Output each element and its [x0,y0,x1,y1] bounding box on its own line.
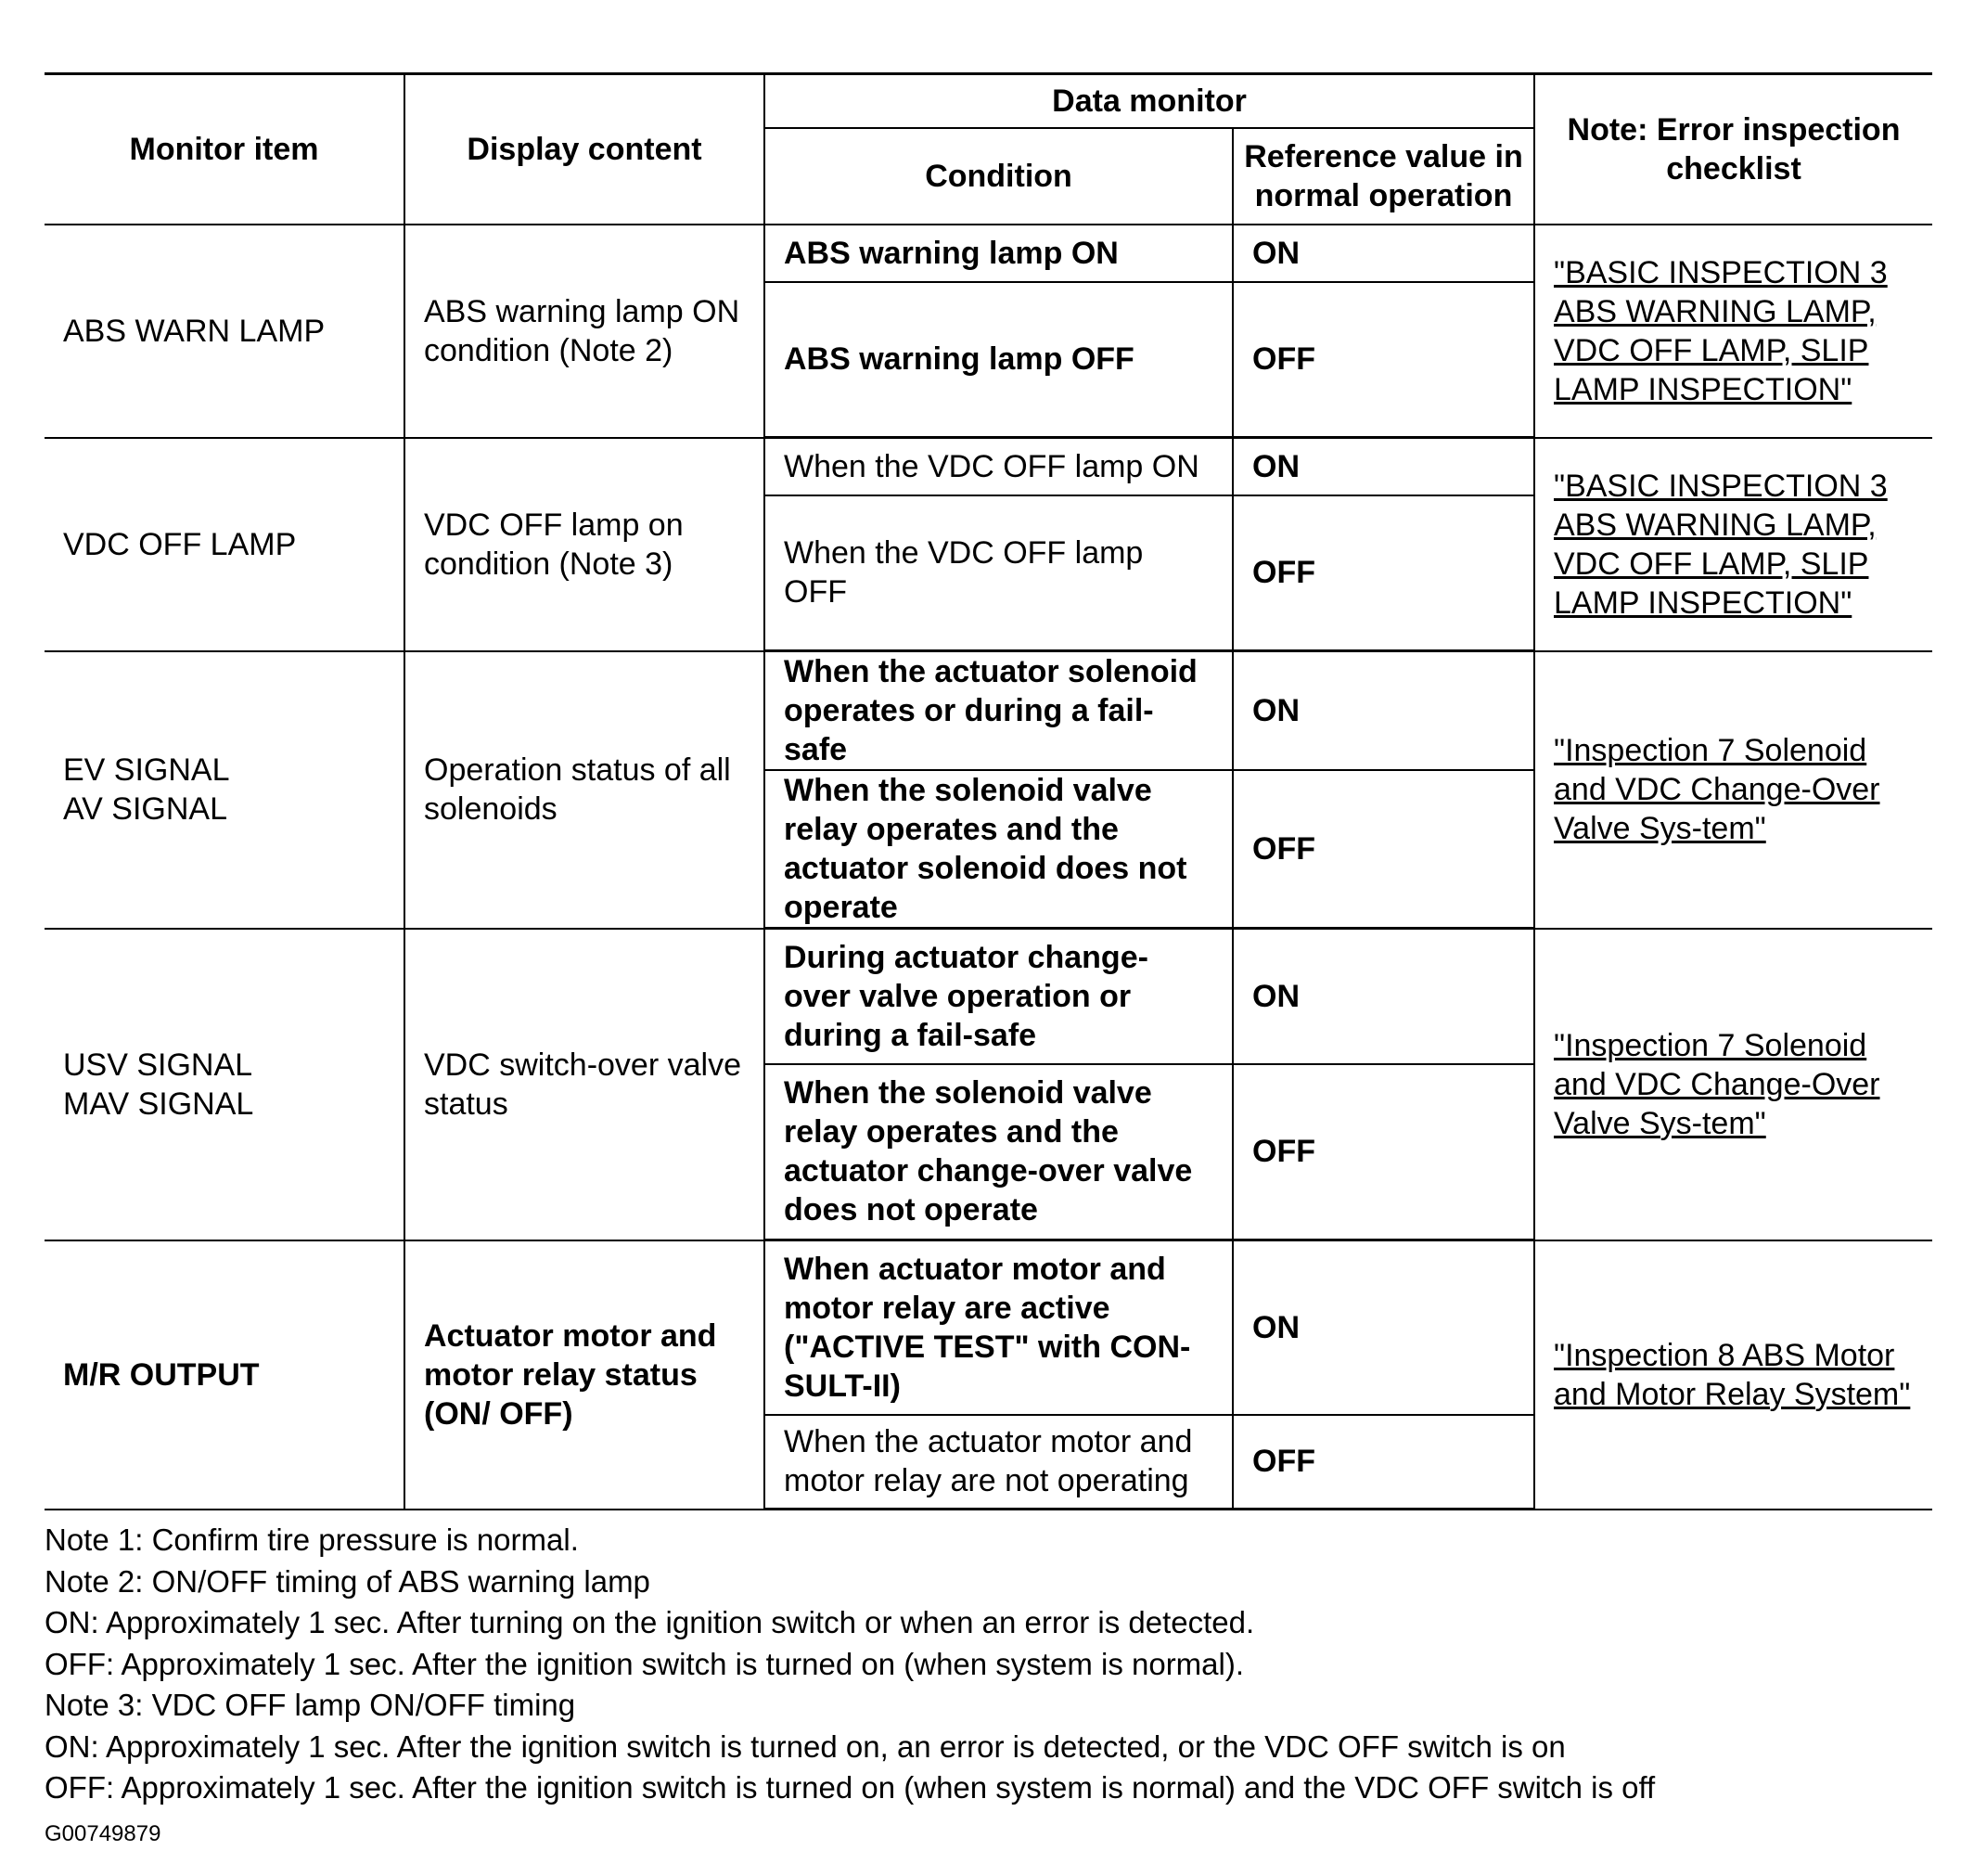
header-note-checklist: Note: Error inspection checklist [1534,74,1932,225]
condition-cell: When the actuator solenoid operates or during a fail-safe [764,651,1233,771]
display-content-vdc-off-lamp: VDC OFF lamp on condition (Note 3) [404,438,764,651]
note-line: ON: Approximately 1 sec. After the ignition switch is turned on, an error is detected, or the VDC OFF switch is on [45,1728,1566,1764]
reference-value-cell: OFF [1233,1064,1534,1240]
inspection-link[interactable]: "BASIC INSPECTION 3 ABS WARNING LAMP, VDC OFF LAMP, SLIP LAMP INSPECTION" [1554,254,1888,407]
condition-cell: When actuator motor and motor relay are active ("ACTIVE TEST" with CON-SULT-II) [764,1240,1233,1415]
note-cell [1534,1240,1932,1510]
header-reference-value: Reference value in normal operation [1233,128,1534,225]
reference-value-cell: ON [1233,1240,1534,1415]
condition-cell: ABS warning lamp ON [764,225,1233,282]
inspection-link[interactable]: "Inspection 7 Solenoid and VDC Change-Over Valve Sys-tem" [1554,733,1880,846]
inspection-link[interactable]: "BASIC INSPECTION 3 ABS WARNING LAMP, VDC OFF LAMP, SLIP LAMP INSPECTION" [1554,468,1888,621]
reference-value-cell: OFF [1233,1415,1534,1510]
condition-cell: When the solenoid valve relay operates and the actuator change-over valve does not operate [764,1064,1233,1240]
note-cell [1534,225,1932,438]
display-content-abs-warn-lamp: ABS warning lamp ON condition (Note 2) [404,225,764,438]
condition-cell: When the solenoid valve relay operates and the actuator solenoid does not operate [764,770,1233,929]
monitor-item-ev-av-signal: EV SIGNAL AV SIGNAL [45,651,404,929]
display-content-mr-output: Actuator motor and motor relay status (ON/ OFF) [404,1240,764,1510]
header-display-content: Display content [404,74,764,225]
figure-id: G00749879 [45,1820,161,1846]
reference-value-cell: OFF [1233,770,1534,929]
note-cell [1534,438,1932,651]
header-condition: Condition [764,128,1233,225]
note-line: Note 1: Confirm tire pressure is normal. [45,1523,579,1557]
monitor-item-vdc-off-lamp: VDC OFF LAMP [45,438,404,651]
reference-value-cell: ON [1233,438,1534,495]
reference-value-cell: OFF [1233,282,1534,438]
data-monitor-table [45,72,1932,1510]
monitor-item-abs-warn-lamp: ABS WARN LAMP [45,225,404,438]
note-line: Note 3: VDC OFF lamp ON/OFF timing [45,1688,576,1722]
monitor-item-mr-output: M/R OUTPUT [45,1240,404,1510]
condition-cell: When the actuator motor and motor relay are not operating [764,1415,1233,1510]
condition-cell: ABS warning lamp OFF [764,282,1233,438]
note-line: Note 2: ON/OFF timing of ABS warning lamp [45,1563,650,1599]
condition-cell: During actuator change-over valve operation or during a fail-safe [764,929,1233,1064]
monitor-item-usv-mav-signal: USV SIGNAL MAV SIGNAL [45,929,404,1240]
reference-value-cell: ON [1233,651,1534,771]
display-content-usv-mav-signal: VDC switch-over valve status [404,929,764,1240]
note-line: ON: Approximately 1 sec. After turning on the ignition switch or when an error is detected. [45,1605,1255,1639]
note-cell [1534,929,1932,1240]
inspection-link[interactable]: "Inspection 8 ABS Motor and Motor Relay System" [1554,1337,1911,1412]
note-line: OFF: Approximately 1 sec. After the ignition switch is turned on (when system is normal) and the VDC OFF switch is off [45,1770,1656,1805]
condition-cell: When the VDC OFF lamp ON [764,438,1233,495]
header-data-monitor: Data monitor [764,74,1534,128]
notes-section [45,1520,1932,1809]
inspection-link[interactable]: "Inspection 7 Solenoid and VDC Change-Over Valve Sys-tem" [1554,1027,1880,1141]
header-monitor-item: Monitor item [45,74,404,225]
reference-value-cell: OFF [1233,495,1534,651]
reference-value-cell: ON [1233,929,1534,1064]
note-line: OFF: Approximately 1 sec. After the ignition switch is turned on (when system is normal). [45,1646,1245,1681]
reference-value-cell: ON [1233,225,1534,282]
condition-cell: When the VDC OFF lamp OFF [764,495,1233,651]
note-cell [1534,651,1932,929]
display-content-ev-av-signal: Operation status of all solenoids [404,651,764,929]
document-page [45,72,1932,1848]
